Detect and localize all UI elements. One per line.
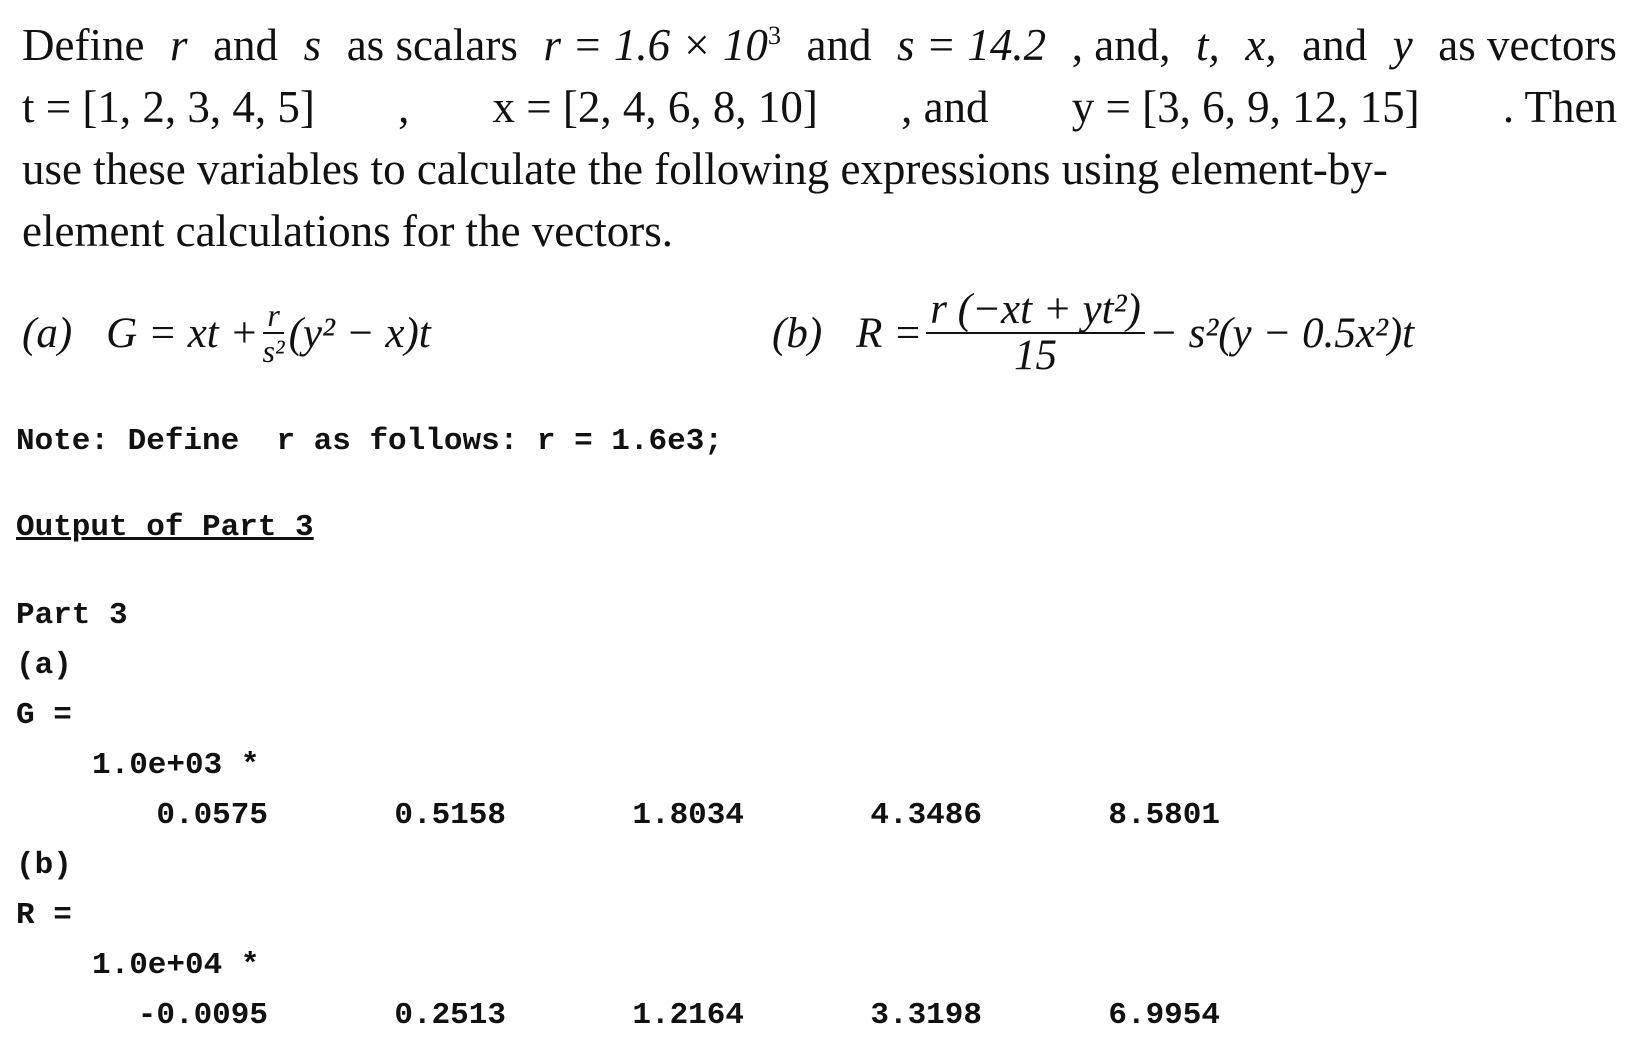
fraction bbox=[926, 288, 1145, 378]
var-y: y bbox=[1392, 20, 1413, 70]
punct: , bbox=[398, 82, 410, 132]
word: as scalars bbox=[346, 20, 518, 70]
value-cell: 6.9954 bbox=[1108, 998, 1220, 1033]
value-cell: 8.5801 bbox=[1108, 798, 1220, 833]
equation-tag: (a) bbox=[22, 309, 73, 357]
fraction-denominator: 15 bbox=[1014, 332, 1057, 379]
result-r-scale: 1.0e+04 * bbox=[92, 948, 260, 983]
x-vector: x = [2, 4, 6, 8, 10] bbox=[492, 82, 818, 132]
equation-lhs: G = xt + bbox=[106, 309, 259, 357]
value-cell: 0.2513 bbox=[394, 998, 506, 1033]
equation-lhs: R = bbox=[856, 309, 923, 357]
word: and bbox=[213, 20, 279, 70]
value-cell: -0.0095 bbox=[137, 998, 268, 1033]
word: and bbox=[806, 20, 872, 70]
problem-line-3: use these variables to calculate the following expressions using element-by- bbox=[22, 144, 1388, 194]
value-cell: 0.0575 bbox=[156, 798, 268, 833]
value-cell: 4.3486 bbox=[870, 798, 982, 833]
word: . Then bbox=[1502, 82, 1617, 132]
word: and bbox=[1302, 20, 1368, 70]
equation-rest: (y² − x)t bbox=[288, 309, 431, 357]
equation-tag: (b) bbox=[772, 309, 823, 357]
problem-line-4: element calculations for the vectors. bbox=[22, 206, 673, 256]
s-definition: s = 14.2 bbox=[897, 20, 1047, 70]
result-b-tag: (b) bbox=[16, 848, 72, 883]
problem-statement bbox=[22, 14, 1617, 262]
word: , and bbox=[901, 82, 989, 132]
result-a-tag: (a) bbox=[16, 648, 72, 683]
var-s: s bbox=[303, 20, 322, 70]
var-t: t, bbox=[1196, 20, 1220, 70]
y-vector: y = [3, 6, 9, 12, 15] bbox=[1071, 82, 1420, 132]
result-r-variable: R = bbox=[16, 898, 72, 933]
value-cell: 0.5158 bbox=[394, 798, 506, 833]
equation-a bbox=[22, 268, 431, 398]
word: , and, bbox=[1071, 20, 1171, 70]
part-title: Part 3 bbox=[16, 598, 128, 633]
fraction bbox=[263, 298, 285, 368]
problem-line-1 bbox=[22, 14, 1617, 76]
value-cell: 1.8034 bbox=[632, 798, 744, 833]
note-text: Note: Define r as follows: r = 1.6e3; bbox=[16, 424, 723, 459]
t-vector: t = [1, 2, 3, 4, 5] bbox=[22, 82, 315, 132]
r-definition: $r = 1.6 \times 10^3$ bbox=[543, 20, 781, 70]
word: Define bbox=[22, 20, 145, 70]
fraction-denominator: s² bbox=[262, 333, 285, 369]
equation-rest: − s²(y − 0.5x²)t bbox=[1148, 309, 1415, 357]
equation-b bbox=[772, 268, 1414, 398]
result-g-scale: 1.0e+03 * bbox=[92, 748, 260, 783]
fraction-numerator: r (−xt + yt²) bbox=[926, 288, 1145, 334]
value-cell: 1.2164 bbox=[632, 998, 744, 1033]
problem-line-2 bbox=[22, 76, 1617, 138]
var-r: r bbox=[170, 20, 188, 70]
fraction-numerator: r bbox=[263, 298, 283, 334]
var-x: x, bbox=[1245, 20, 1277, 70]
value-cell: 3.3198 bbox=[870, 998, 982, 1033]
output-heading: Output of Part 3 bbox=[16, 510, 314, 545]
exponent: 3 bbox=[767, 21, 781, 50]
result-g-variable: G = bbox=[16, 698, 72, 733]
word: as vectors bbox=[1438, 20, 1617, 70]
